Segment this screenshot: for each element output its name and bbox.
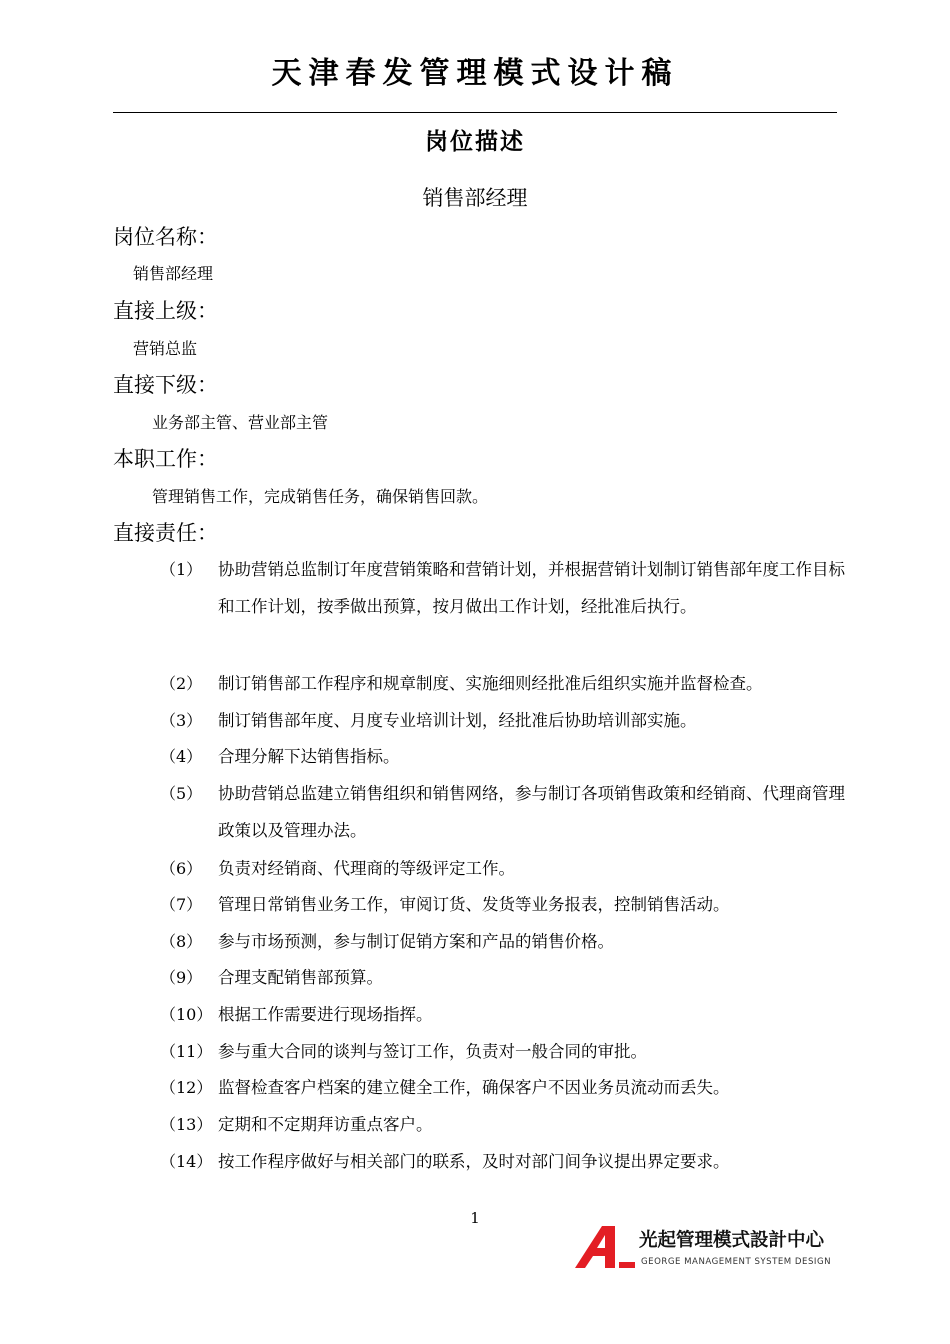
duty-number: （9） [160, 968, 203, 987]
duty-number: （13） [160, 1115, 213, 1134]
duty-number: （4） [160, 747, 203, 766]
header-title: 天津春发管理模式设计稿 [271, 56, 679, 91]
duty-number: （8） [160, 932, 203, 951]
main-job-value: 管理销售工作，完成销售任务，确保销售回款。 [152, 487, 489, 506]
position-heading: 销售部经理 [422, 186, 528, 210]
duty-text: 监督检查客户档案的建立健全工作，确保客户不因业务员流动而丢失。 [218, 1078, 730, 1097]
duty-text: 参与市场预测，参与制订促销方案和产品的销售价格。 [218, 932, 614, 951]
duty-text: 根据工作需要进行现场指挥。 [218, 1005, 433, 1024]
position-name-label: 岗位名称： [113, 225, 218, 249]
duty-number: （11） [160, 1042, 213, 1061]
duty-text: 制订销售部年度、月度专业培训计划，经批准后协助培训部实施。 [218, 711, 697, 730]
logo-name: 光起管理模式設計中心 [639, 1230, 825, 1251]
document-title: 岗位描述 [425, 129, 525, 155]
duty-text: 管理日常销售业务工作，审阅订货、发货等业务报表，控制销售活动。 [218, 895, 730, 914]
duty-number: （10） [160, 1005, 213, 1024]
subordinates-value: 业务部主管、营业部主管 [152, 413, 329, 432]
duties-label: 直接责任： [113, 521, 218, 545]
superior-label: 直接上级： [113, 299, 218, 323]
duty-text: 按工作程序做好与相关部门的联系，及时对部门间争议提出界定要求。 [218, 1152, 730, 1171]
logo-subtitle: GEORGE MANAGEMENT SYSTEM DESIGN [641, 1257, 832, 1267]
duty-number: （3） [160, 711, 203, 730]
position-name-value: 销售部经理 [133, 264, 214, 283]
duty-text: 协助营销总监制订年度营销策略和营销计划，并根据营销计划制订销售部年度工作目标和工作计划，按季做出预算，按月做出工作计划，经批准后执行。 [218, 560, 845, 616]
duty-text: 协助营销总监建立销售组织和销售网络，参与制订各项销售政策和经销商、代理商管理政策以及管理办法。 [218, 784, 845, 840]
logo-a-icon [575, 1226, 637, 1270]
duty-text: 制订销售部工作程序和规章制度、实施细则经批准后组织实施并监督检查。 [218, 674, 763, 693]
duty-text: 参与重大合同的谈判与签订工作，负责对一般合同的审批。 [218, 1042, 647, 1061]
superior-value: 营销总监 [133, 339, 198, 358]
header-divider [113, 112, 837, 113]
main-job-label: 本职工作： [113, 447, 218, 471]
duty-text: 定期和不定期拜访重点客户。 [218, 1115, 433, 1134]
footer-logo [575, 1226, 837, 1272]
duty-number: （6） [160, 859, 203, 878]
duty-number: （5） [160, 784, 203, 803]
subordinates-label: 直接下级： [113, 373, 218, 397]
duty-number: （7） [160, 895, 203, 914]
duty-number: （2） [160, 674, 203, 693]
duty-text: 负责对经销商、代理商的等级评定工作。 [218, 859, 515, 878]
duty-text: 合理分解下达销售指标。 [218, 747, 400, 766]
duty-number: （12） [160, 1078, 213, 1097]
duty-text: 合理支配销售部预算。 [218, 968, 383, 987]
duty-number: （1） [160, 560, 203, 579]
duty-number: （14） [160, 1152, 213, 1171]
page-number: 1 [470, 1209, 480, 1227]
